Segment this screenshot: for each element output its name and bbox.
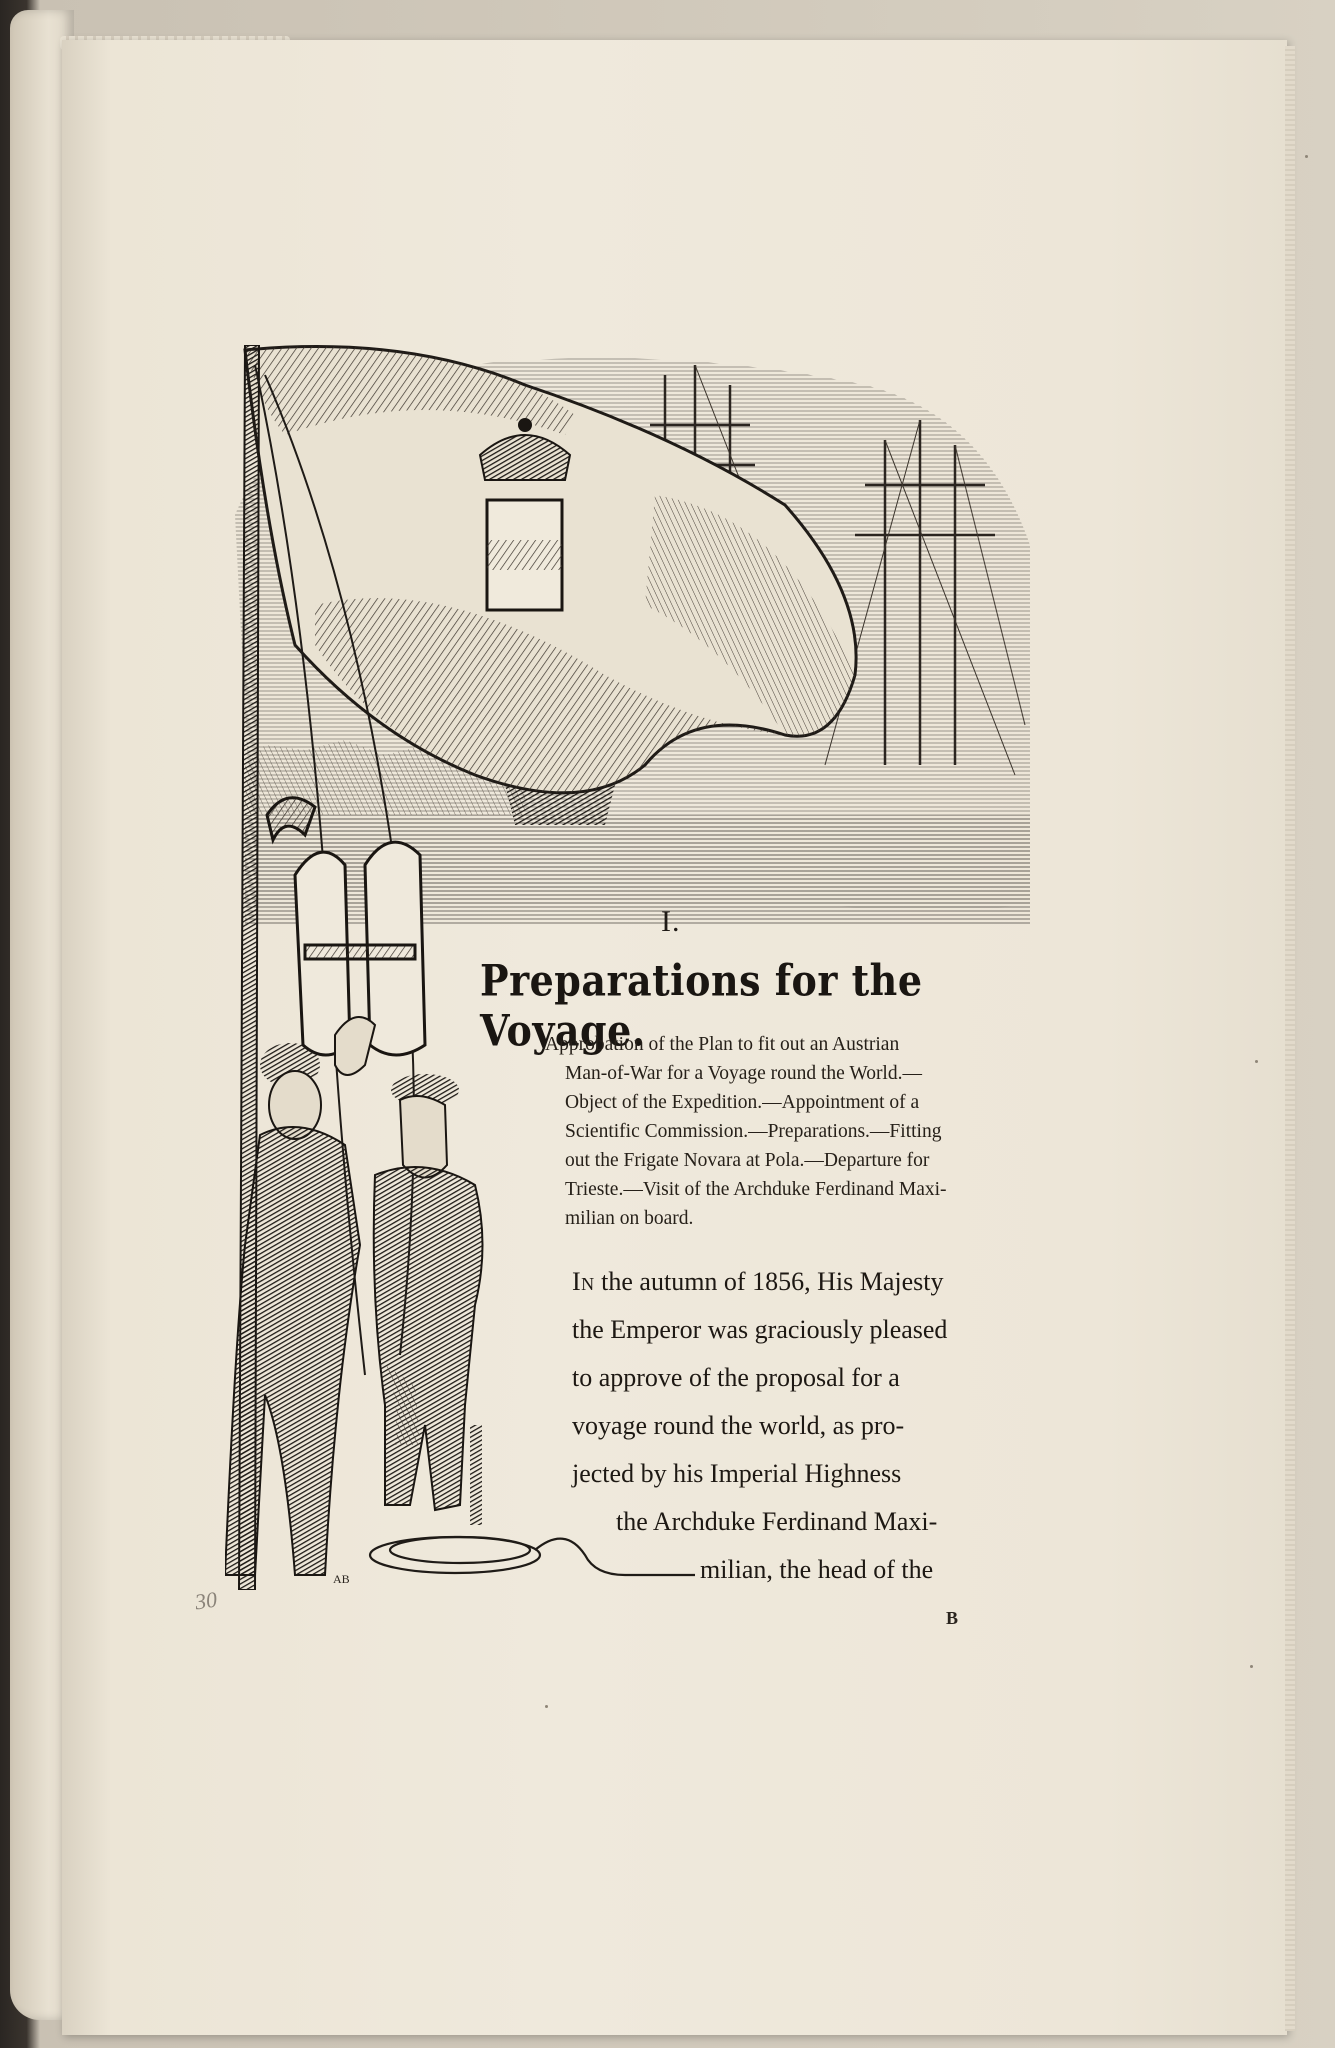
summary-line: Trieste.—Visit of the Archduke Ferdinand Maxi- — [565, 1179, 947, 1200]
crown-emblem — [480, 418, 570, 610]
paper-speck — [1305, 155, 1308, 158]
summary-line: Object of the Expedition.—Appointment of a — [565, 1092, 920, 1113]
engraver-monogram: AB — [333, 1572, 350, 1586]
pencil-note: 30 — [193, 1586, 219, 1615]
paper-speck — [545, 1705, 548, 1708]
body-line: to approve of the proposal for a — [572, 1363, 900, 1392]
chapter-number: I. — [661, 905, 681, 938]
chapter-summary — [545, 1030, 1045, 1233]
signature-mark: B — [946, 1608, 959, 1628]
paper-speck — [1250, 1665, 1253, 1668]
summary-line: milian on board. — [565, 1208, 694, 1229]
body-line: milian, the head of the — [700, 1555, 934, 1584]
body-line-rest: the autumn of 1856, His Majesty — [594, 1267, 944, 1296]
body-line: the Archduke Ferdinand Maxi- — [616, 1507, 938, 1536]
body-line-first — [572, 1258, 1057, 1306]
summary-line: Man-of-War for a Voyage round the World.— — [565, 1063, 922, 1084]
body-text — [572, 1258, 1057, 1594]
summary-line: Approbation of the Plan to fit out an Austrian — [545, 1034, 900, 1055]
page-stack-edge — [1285, 46, 1295, 2031]
bollard — [470, 1425, 482, 1525]
sailor-right-figure — [374, 1074, 483, 1510]
body-line: jected by his Imperial Highness — [572, 1459, 902, 1488]
body-line: voyage round the world, as pro- — [572, 1411, 905, 1440]
body-line: the Emperor was graciously pleased — [572, 1315, 948, 1344]
lead-word: In — [572, 1267, 595, 1296]
summary-line: out the Frigate Novara at Pola.—Departure for — [565, 1150, 930, 1171]
paper-speck — [1255, 1060, 1258, 1063]
harbor-water — [245, 815, 1030, 925]
chapter-title: Preparations for the Voyage. — [480, 955, 923, 1056]
summary-line: Scientific Commission.—Preparations.—Fitting — [565, 1121, 942, 1142]
